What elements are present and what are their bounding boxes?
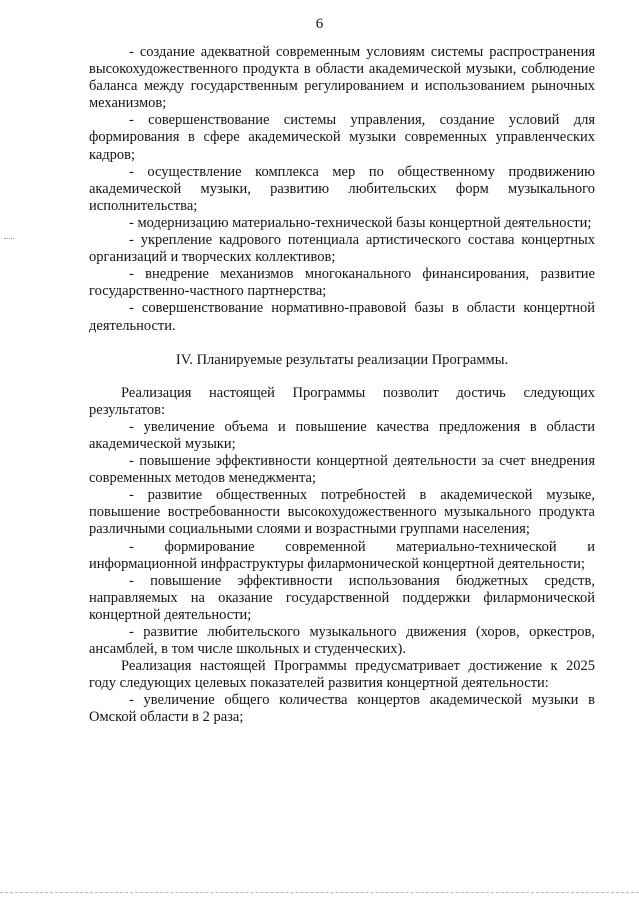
list-item: - увеличение объема и повышение качества предложения в области академической музыки; bbox=[89, 418, 595, 452]
list-item: - создание адекватной современным условиям системы распространения высокохудожественного продукта в области академической музыки, соблюдение баланса между государственным регулированием и использованием рыночных механизмов; bbox=[89, 44, 595, 112]
list-item: - повышение эффективности использования бюджетных средств, направляемых на оказание государственной поддержки филармонической концертной деятельности; bbox=[89, 572, 595, 623]
list-item: - развитие любительского музыкального движения (хоров, оркестров, ансамблей, в том числе школьных и студенческих). bbox=[89, 624, 595, 658]
list-item: - укрепление кадрового потенциала артистического состава концертных организаций и творческих коллективов; bbox=[89, 232, 595, 266]
document-body bbox=[89, 44, 595, 727]
list-item: - модернизацию материально-технической базы концертной деятельности; bbox=[129, 214, 592, 231]
intro-paragraph: Реализация настоящей Программы позволит достичь следующих результатов: bbox=[89, 384, 595, 418]
page-bottom-rule bbox=[0, 892, 639, 893]
list-item: - формирование современной материально-технической и информационной инфраструктуры филармонической концертной деятельности; bbox=[89, 538, 595, 572]
margin-mark bbox=[4, 238, 14, 239]
list-item: - совершенствование системы управления, создание условий для формирования в сфере академической музыки современных управленческих кадров; bbox=[89, 112, 595, 163]
list-item: - совершенствование нормативно-правовой базы в области концертной деятельности. bbox=[89, 300, 595, 334]
list-item: - повышение эффективности концертной деятельности за счет внедрения современных методов менеджмента; bbox=[89, 453, 595, 487]
list-item: - увеличение общего количества концертов академической музыки в Омской области в 2 раза; bbox=[89, 692, 595, 726]
list-item: - осуществление комплекса мер по общественному продвижению академической музыки, развитию любительских форм музыкального исполнительства; bbox=[89, 163, 595, 214]
page-number: 6 bbox=[315, 16, 324, 32]
section-heading: IV. Планируемые результаты реализации Программы. bbox=[175, 351, 509, 368]
list-item: - развитие общественных потребностей в академической музыке, повышение востребованности высокохудожественного музыкального продукта различными социальными слоями и возрастными группами населения; bbox=[89, 487, 595, 538]
list-item: - внедрение механизмов многоканального финансирования, развитие государственно-частного партнерства; bbox=[89, 266, 595, 300]
target-paragraph: Реализация настоящей Программы предусматривает достижение к 2025 году следующих целевых показателей развития концертной деятельности: bbox=[89, 658, 595, 692]
